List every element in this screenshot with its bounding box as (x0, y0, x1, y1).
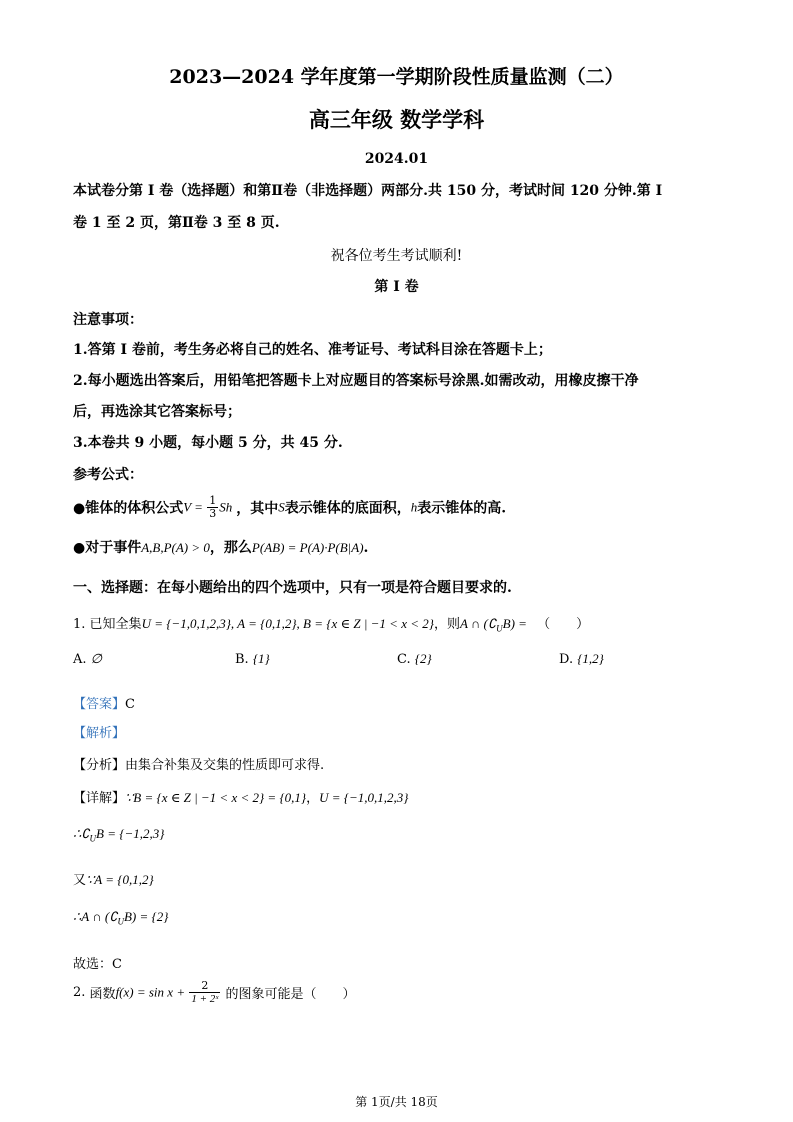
question-2-suffix: 的图象可能是（ ） (225, 987, 356, 1002)
question-1-expression-sub: U (496, 623, 503, 634)
option-d-label: D. (559, 652, 574, 667)
detail-line-2-sub: U (89, 833, 97, 844)
formula-1-numerator: 1 (209, 494, 217, 507)
option-a-value: ∅ (90, 651, 102, 666)
formula-1-desc-1: 表示锥体的底面积， (284, 500, 411, 517)
detail-line-4 (73, 909, 168, 927)
page-footer: 第 1页/共 18页 (355, 1095, 438, 1109)
exam-subtitle: 高三年级 数学学科 (308, 107, 485, 132)
conclusion-line: 故选：C (73, 957, 122, 972)
detail-line-3 (73, 869, 154, 888)
detail-line-2 (73, 826, 164, 844)
detail-line-2-end: B = {−1,2,3} (96, 826, 165, 841)
fenxi-line (73, 754, 324, 773)
question-2-denominator: 1 + 2ˣ (191, 993, 219, 1005)
question-1-paren: （ ） (537, 617, 590, 632)
wish-text: 祝各位考生考试顺利! (330, 248, 463, 264)
formula-1-lhs: V = (183, 499, 207, 515)
formula-1-s: S (278, 499, 285, 515)
question-2-numerator: 2 (189, 980, 220, 993)
answer-value: C (125, 697, 135, 712)
question-2-number: 2. (73, 985, 86, 1000)
note-item-3: 3.本卷共 9 小题，每小题 5 分，共 45 分. (73, 435, 343, 451)
formula-1-mid: ，其中 (236, 500, 279, 517)
volume-label: 第 I 卷 (374, 279, 419, 295)
exam-title: 2023—2024 学年度第一学期阶段性质量监测（二） (169, 66, 624, 88)
detail-line-1c: U = {−1,0,1,2,3} (319, 790, 409, 805)
question-1-expression-end: B) = (502, 616, 527, 631)
option-b-label: B. (235, 652, 249, 667)
question-1-option-c[interactable] (397, 651, 432, 667)
note-item-2: 2.每小题选出答案后，用铅笔把答题卡上对应题目的答案标号涂黑.如需改动，用橡皮擦干净 (73, 373, 639, 389)
detail-line-1 (73, 787, 408, 806)
option-c-label: C. (397, 652, 411, 667)
answer-line (73, 693, 135, 712)
question-1-expression: A ∩ (∁ (459, 616, 497, 631)
formula-1-prefix: ●锥体的体积公式 (73, 500, 184, 517)
note-item-1: 1.答第 I 卷前，考生务必将自己的姓名、准考证号、考试科目涂在答题卡上； (73, 342, 552, 358)
detail-tag: 【详解】 (73, 791, 126, 806)
fenxi-tag: 【分析】 (73, 758, 126, 773)
question-2-function: f(x) = sin x + (115, 984, 189, 1000)
option-d-value: {1,2} (577, 651, 604, 666)
formula-2-end: . (363, 540, 369, 556)
detail-line-1a: ∵B = {x ∈ Z | −1 < x < 2} = {0,1} (125, 790, 307, 805)
formula-1-desc-2: 表示锥体的高. (417, 500, 507, 517)
question-2-fraction (189, 980, 220, 1005)
detail-line-2-text: ∴∁ (73, 826, 90, 841)
question-1-option-d[interactable] (559, 651, 604, 667)
analysis-tag: 【解析】 (73, 726, 126, 741)
option-b-value: {1} (252, 651, 270, 666)
option-a-label: A. (73, 652, 87, 667)
answer-tag: 【答案】 (73, 697, 126, 712)
formula-1-rhs: Sh (219, 499, 233, 515)
formula-heading: 参考公式： (73, 467, 143, 483)
question-1-sets: U = {−1,0,1,2,3}, A = {0,1,2}, B = {x ∈ Z | −1 < x < 2} (141, 616, 434, 631)
intro-line-2: 卷 1 至 2 页，第Ⅱ卷 3 至 8 页. (73, 215, 280, 231)
formula-2-prefix: ●对于事件 (73, 540, 142, 556)
exam-date: 2024.01 (364, 151, 429, 167)
question-1-then: ，则 (433, 617, 460, 632)
detail-line-1b: ， (306, 791, 320, 806)
formula-2-mid: ，那么 (209, 540, 252, 556)
formula-1-h: h (410, 499, 418, 515)
formula-1-fraction (207, 495, 218, 520)
fenxi-text: 由集合补集及交集的性质即可求得. (125, 758, 325, 773)
note-item-2-cont: 后，再选涂其它答案标号； (73, 404, 241, 420)
question-1-option-b[interactable] (235, 651, 270, 667)
detail-line-4-text: ∴A ∩ (∁ (73, 909, 118, 924)
question-1-prefix: 已知全集 (89, 617, 142, 632)
notes-heading: 注意事项： (73, 312, 143, 328)
detail-line-4-end: B) = {2} (123, 909, 169, 924)
detail-line-3-text: ∵A = {0,1,2} (86, 872, 154, 887)
detail-line-4-sub: U (117, 916, 124, 927)
question-1-number: 1. (73, 617, 86, 632)
section-heading: 一、选择题：在每小题给出的四个选项中，只有一项是符合题目要求的. (73, 580, 512, 596)
option-c-value: {2} (414, 651, 432, 666)
formula-1-denominator: 3 (209, 507, 217, 520)
question-2-stem (73, 980, 356, 1005)
formula-2-condition: A,B,P(A) > 0 (141, 540, 210, 555)
formula-conditional-probability (73, 537, 368, 557)
detail-line-3-prefix: 又 (73, 873, 87, 888)
question-1-option-a[interactable] (73, 651, 102, 667)
question-1-stem (73, 613, 589, 634)
formula-2-expression: P(AB) = P(A)·P(B|A) (251, 540, 364, 555)
intro-line-1: 本试卷分第 I 卷（选择题）和第Ⅱ卷（非选择题）两部分.共 150 分，考试时间 120 分钟.第 I (73, 183, 663, 199)
question-2-prefix: 函数 (89, 987, 116, 1002)
formula-cone-volume (73, 495, 506, 520)
